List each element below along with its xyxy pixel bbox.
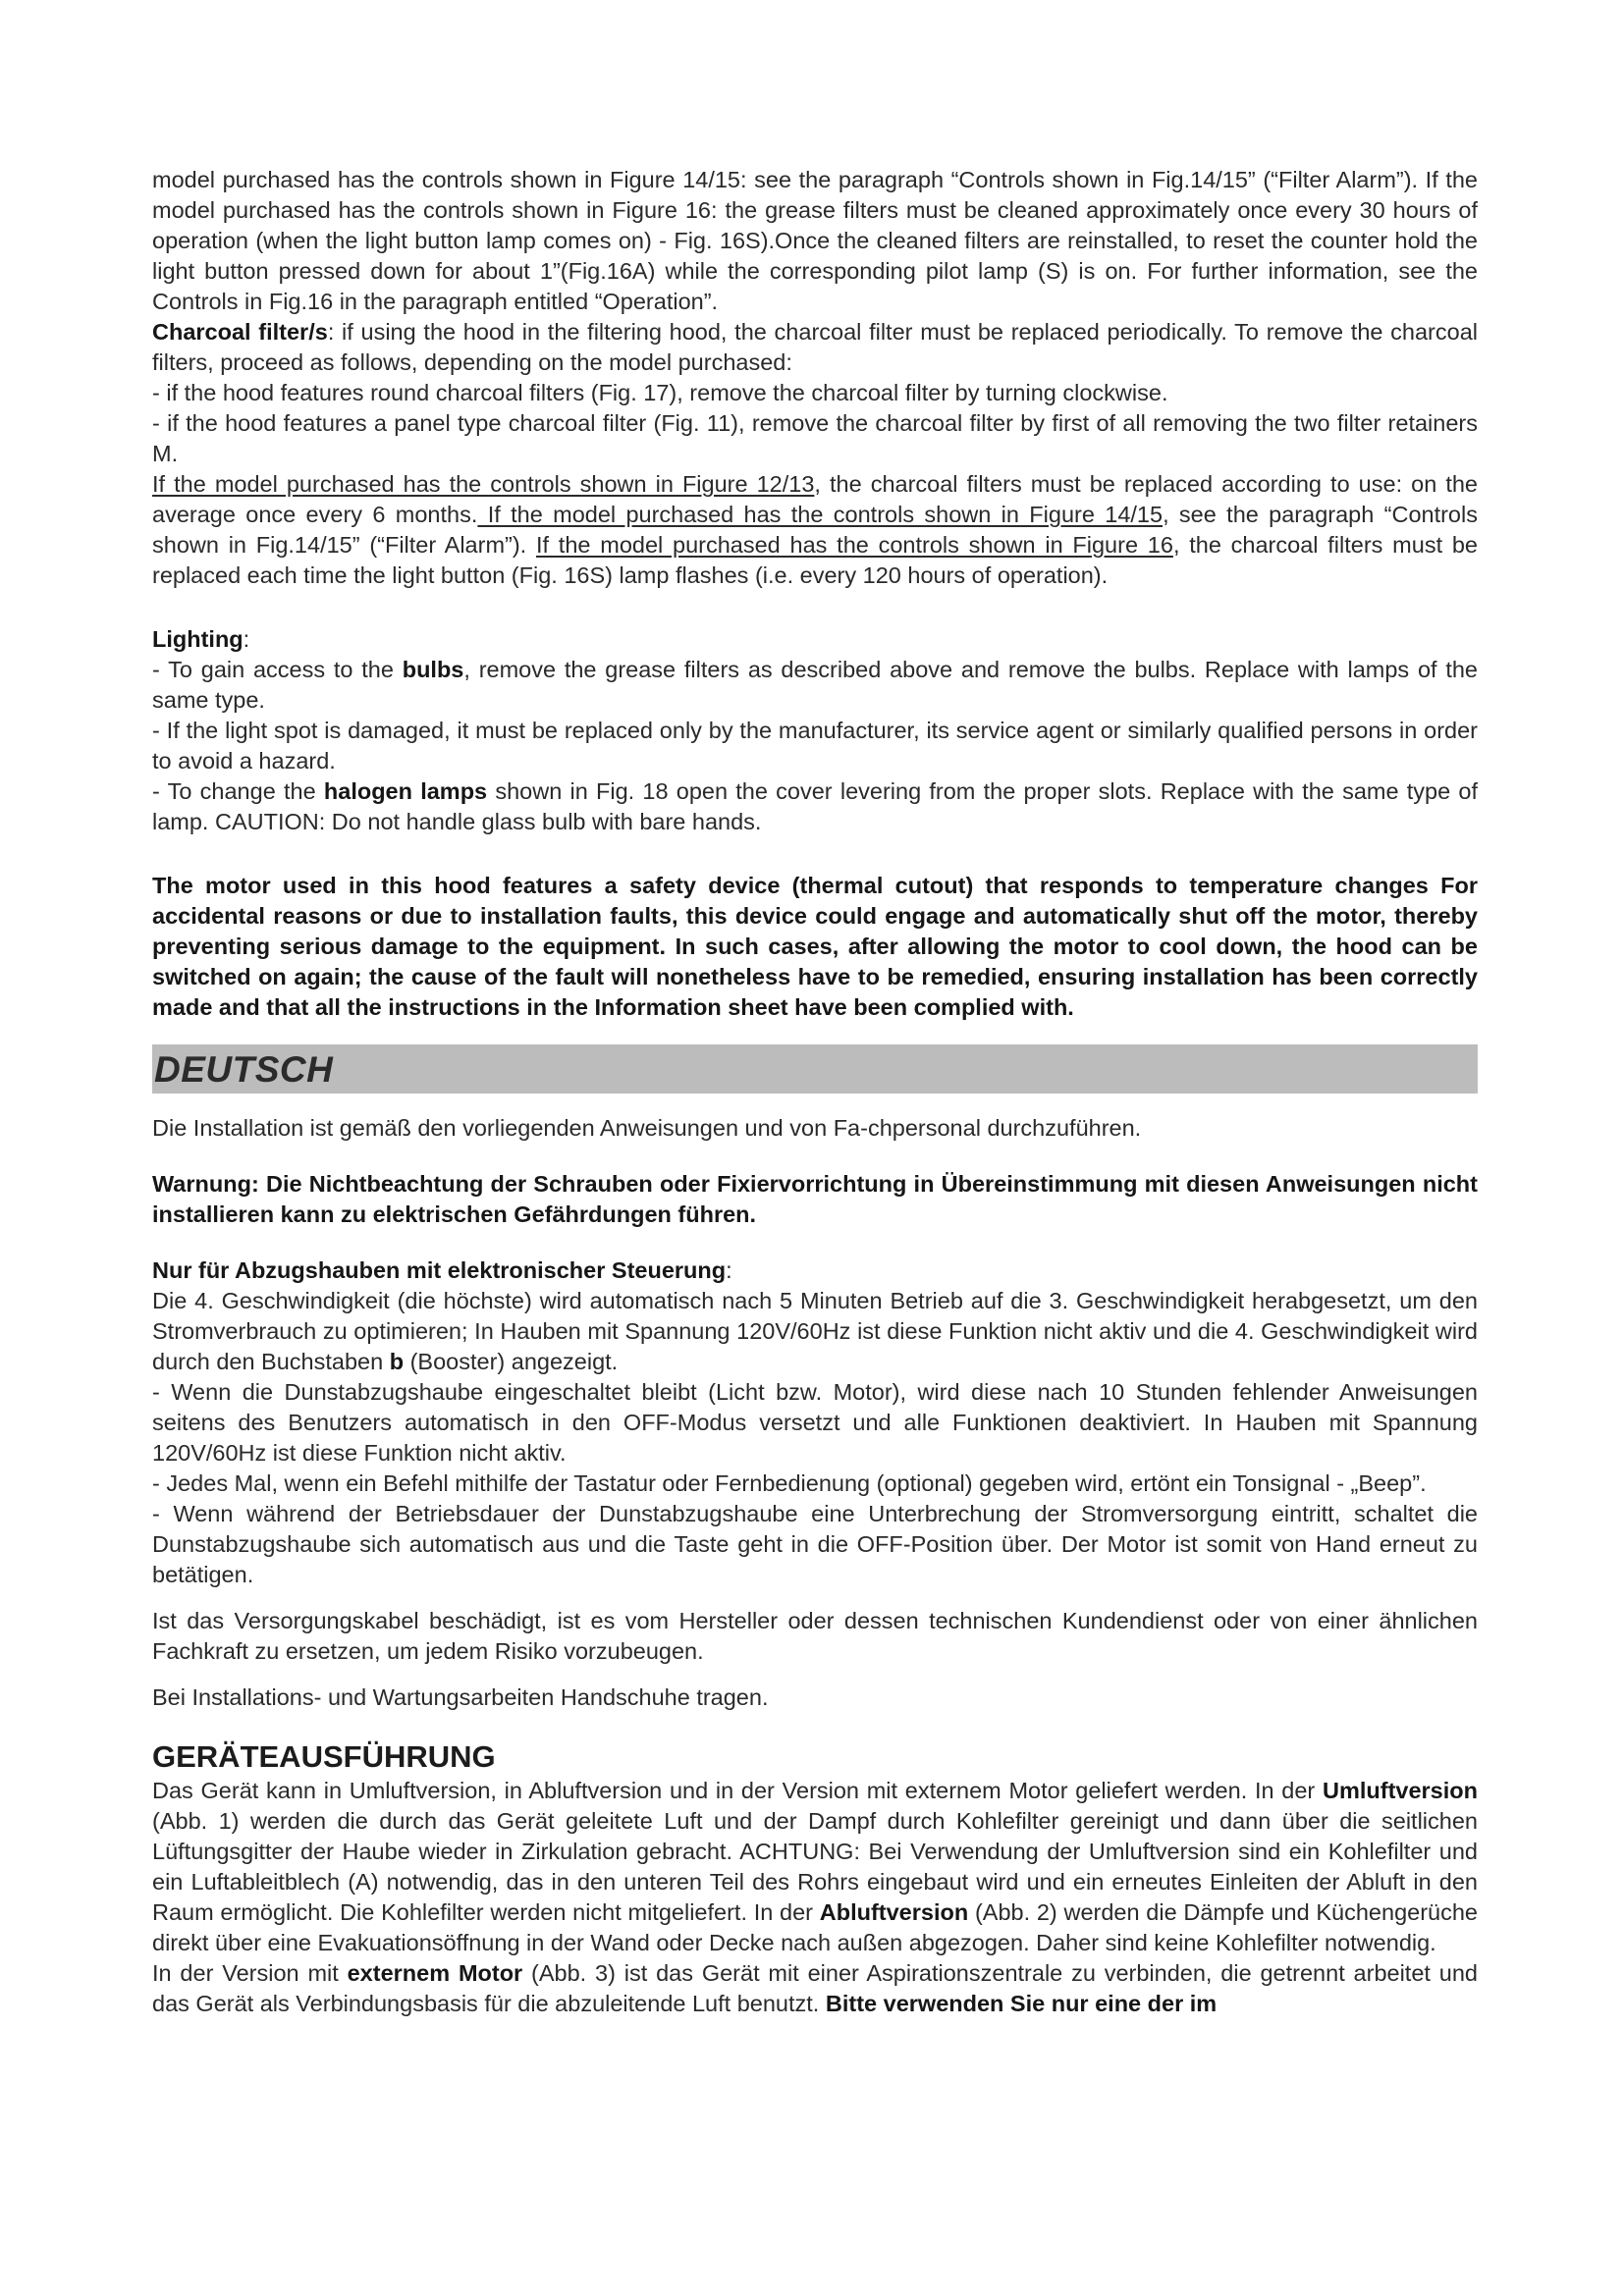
- installation-intro: Die Installation ist gemäß den vorliegenden Anweisungen und von Fa-chpersonal durchzuführen.: [152, 1115, 1142, 1141]
- speed-reduction-paragraph: Die 4. Geschwindigkeit (die höchste) wird automatisch nach 5 Minuten Betrieb auf die 3. Geschwindigkeit herabgesetzt, um den Stromverbrauch zu optimieren; In Hauben mit Spannung 120V/60Hz ist diese Funktion nicht aktiv und die 4. Geschwindigkeit wird durch den Buchstaben b (Booster) angezeigt.: [152, 1288, 1478, 1374]
- charcoal-filter-intro: Charcoal filter/s: if using the hood in the filtering hood, the charcoal filter must be replaced periodically. To remove the charcoal filters, proceed as follows, depending on the model purchased:: [152, 319, 1478, 375]
- manual-page: [152, 165, 1478, 2019]
- power-cable-paragraph: Ist das Versorgungskabel beschädigt, ist es vom Hersteller oder dessen technischen Kundendienst oder von einer ähnlichen Fachkraft zu ersetzen, um jedem Risiko vorzubeugen.: [152, 1608, 1478, 1664]
- gloves-paragraph: Bei Installations- und Wartungsarbeiten Handschuhe tragen.: [152, 1684, 769, 1710]
- charcoal-round-item: - if the hood features round charcoal filters (Fig. 17), remove the charcoal filter by turning clockwise.: [152, 380, 1168, 405]
- installation-warning: Warnung: Die Nichtbeachtung der Schrauben oder Fixiervorrichtung in Übereinstimmung mit diesen Anweisungen nicht installieren kann zu elektrischen Gefährdungen führen.: [152, 1171, 1478, 1227]
- lighting-heading: Lighting:: [152, 626, 250, 652]
- beep-item: - Jedes Mal, wenn ein Befehl mithilfe der Tastatur oder Fernbedienung (optional) gegeben wird, ertönt ein Tonsignal - „Beep”.: [152, 1470, 1427, 1496]
- charcoal-filter-label: Charcoal filter/s: [152, 319, 328, 345]
- power-loss-item: - Wenn während der Betriebsdauer der Dunstabzugshaube eine Unterbrechung der Stromversorgung eintritt, schaltet die Dunstabzugshaube sich automatisch aus und die Taste geht in die OFF-Position über. Der Motor ist somit von Hand erneut zu betätigen.: [152, 1501, 1478, 1587]
- external-motor-paragraph: In der Version mit externem Motor (Abb. 3) ist das Gerät mit einer Aspirationszentrale zu verbinden, die getrennt arbeitet und das Gerät als Verbindungsbasis für die abzuleitende Luft benutzt. Bitte verwenden Sie nur eine der im: [152, 1960, 1478, 2016]
- electronic-control-heading: Nur für Abzugshauben mit elektronischer Steuerung:: [152, 1257, 732, 1283]
- device-version-heading: GERÄTEAUSFÜHRUNG: [152, 1739, 496, 1774]
- deutsch-section-header: [152, 1044, 1478, 1094]
- lighting-halogen-item: - To change the halogen lamps shown in Fig. 18 open the cover levering from the proper slots. Replace with the same type of lamp. CAUTION: Do not handle glass bulb with bare hands.: [152, 778, 1478, 834]
- charcoal-replacement-paragraph: If the model purchased has the controls shown in Figure 12/13, the charcoal filters must be replaced according to use: on the average once every 6 months. If the model purchased has the controls shown in Figure 14/15, see the paragraph “Controls shown in Fig.14/15” (“Filter Alarm”). If the model purchased has the controls shown in Figure 16, the charcoal filters must be replaced each time the light button (Fig. 16S) lamp flashes (i.e. every 120 hours of operation).: [152, 471, 1478, 588]
- motor-safety-warning: The motor used in this hood features a safety device (thermal cutout) that responds to temperature changes For accidental reasons or due to installation faults, this device could engage and automatically shut off the motor, thereby preventing serious damage to the equipment. In such cases, after allowing the motor to cool down, the hood can be switched on again; the cause of the fault will nonetheless have to be remedied, ensuring installation has been correctly made and that all the instructions in the Information sheet have been complied with.: [152, 873, 1478, 1020]
- lighting-spot-item: - If the light spot is damaged, it must be replaced only by the manufacturer, its service agent or similarly qualified persons in order to avoid a hazard.: [152, 718, 1478, 774]
- charcoal-panel-item: - if the hood features a panel type charcoal filter (Fig. 11), remove the charcoal filter by first of all removing the two filter retainers M.: [152, 410, 1478, 466]
- grease-filters-paragraph: model purchased has the controls shown in Figure 14/15: see the paragraph “Controls shown in Fig.14/15” (“Filter Alarm”). If the model purchased has the controls shown in Figure 16: the grease filters must be cleaned approximately once every 30 hours of operation (when the light button lamp comes on) - Fig. 16S).Once the cleaned filters are reinstalled, to reset the counter hold the light button pressed down for about 1”(Fig.16A) while the corresponding pilot lamp (S) is on. For further information, see the Controls in Fig.16 in the paragraph entitled “Operation”.: [152, 167, 1478, 314]
- device-version-paragraph: Das Gerät kann in Umluftversion, in Abluftversion und in der Version mit externem Motor geliefert werden. In der Umluftversion (Abb. 1) werden die durch das Gerät geleitete Luft und der Dampf durch Kohlefilter gereinigt und dann über die seitlichen Lüftungsgitter der Haube wieder in Zirkulation gebracht. ACHTUNG: Bei Verwendung der Umluftversion sind ein Kohlefilter und ein Luftableitblech (A) notwendig, das in den unteren Teil des Rohrs eingebaut wird und ein erneutes Einleiten der Abluft in den Raum ermöglicht. Die Kohlefilter werden nicht mitgeliefert. In der Abluftversion (Abb. 2) werden die Dämpfe und Küchengerüche direkt über eine Evakuationsöffnung in der Wand oder Decke nach außen abgezogen. Daher sind keine Kohlefilter notwendig.: [152, 1778, 1478, 1955]
- section-title: DEUTSCH: [154, 1048, 334, 1090]
- auto-off-item: - Wenn die Dunstabzugshaube eingeschaltet bleibt (Licht bzw. Motor), wird diese nach 10 Stunden fehlender Anweisungen seitens des Benutzers automatisch in den OFF-Modus versetzt und alle Funktionen deaktiviert. In Hauben mit Spannung 120V/60Hz ist diese Funktion nicht aktiv.: [152, 1379, 1478, 1466]
- lighting-bulbs-item: - To gain access to the bulbs, remove the grease filters as described above and remove the bulbs. Replace with lamps of the same type.: [152, 657, 1478, 713]
